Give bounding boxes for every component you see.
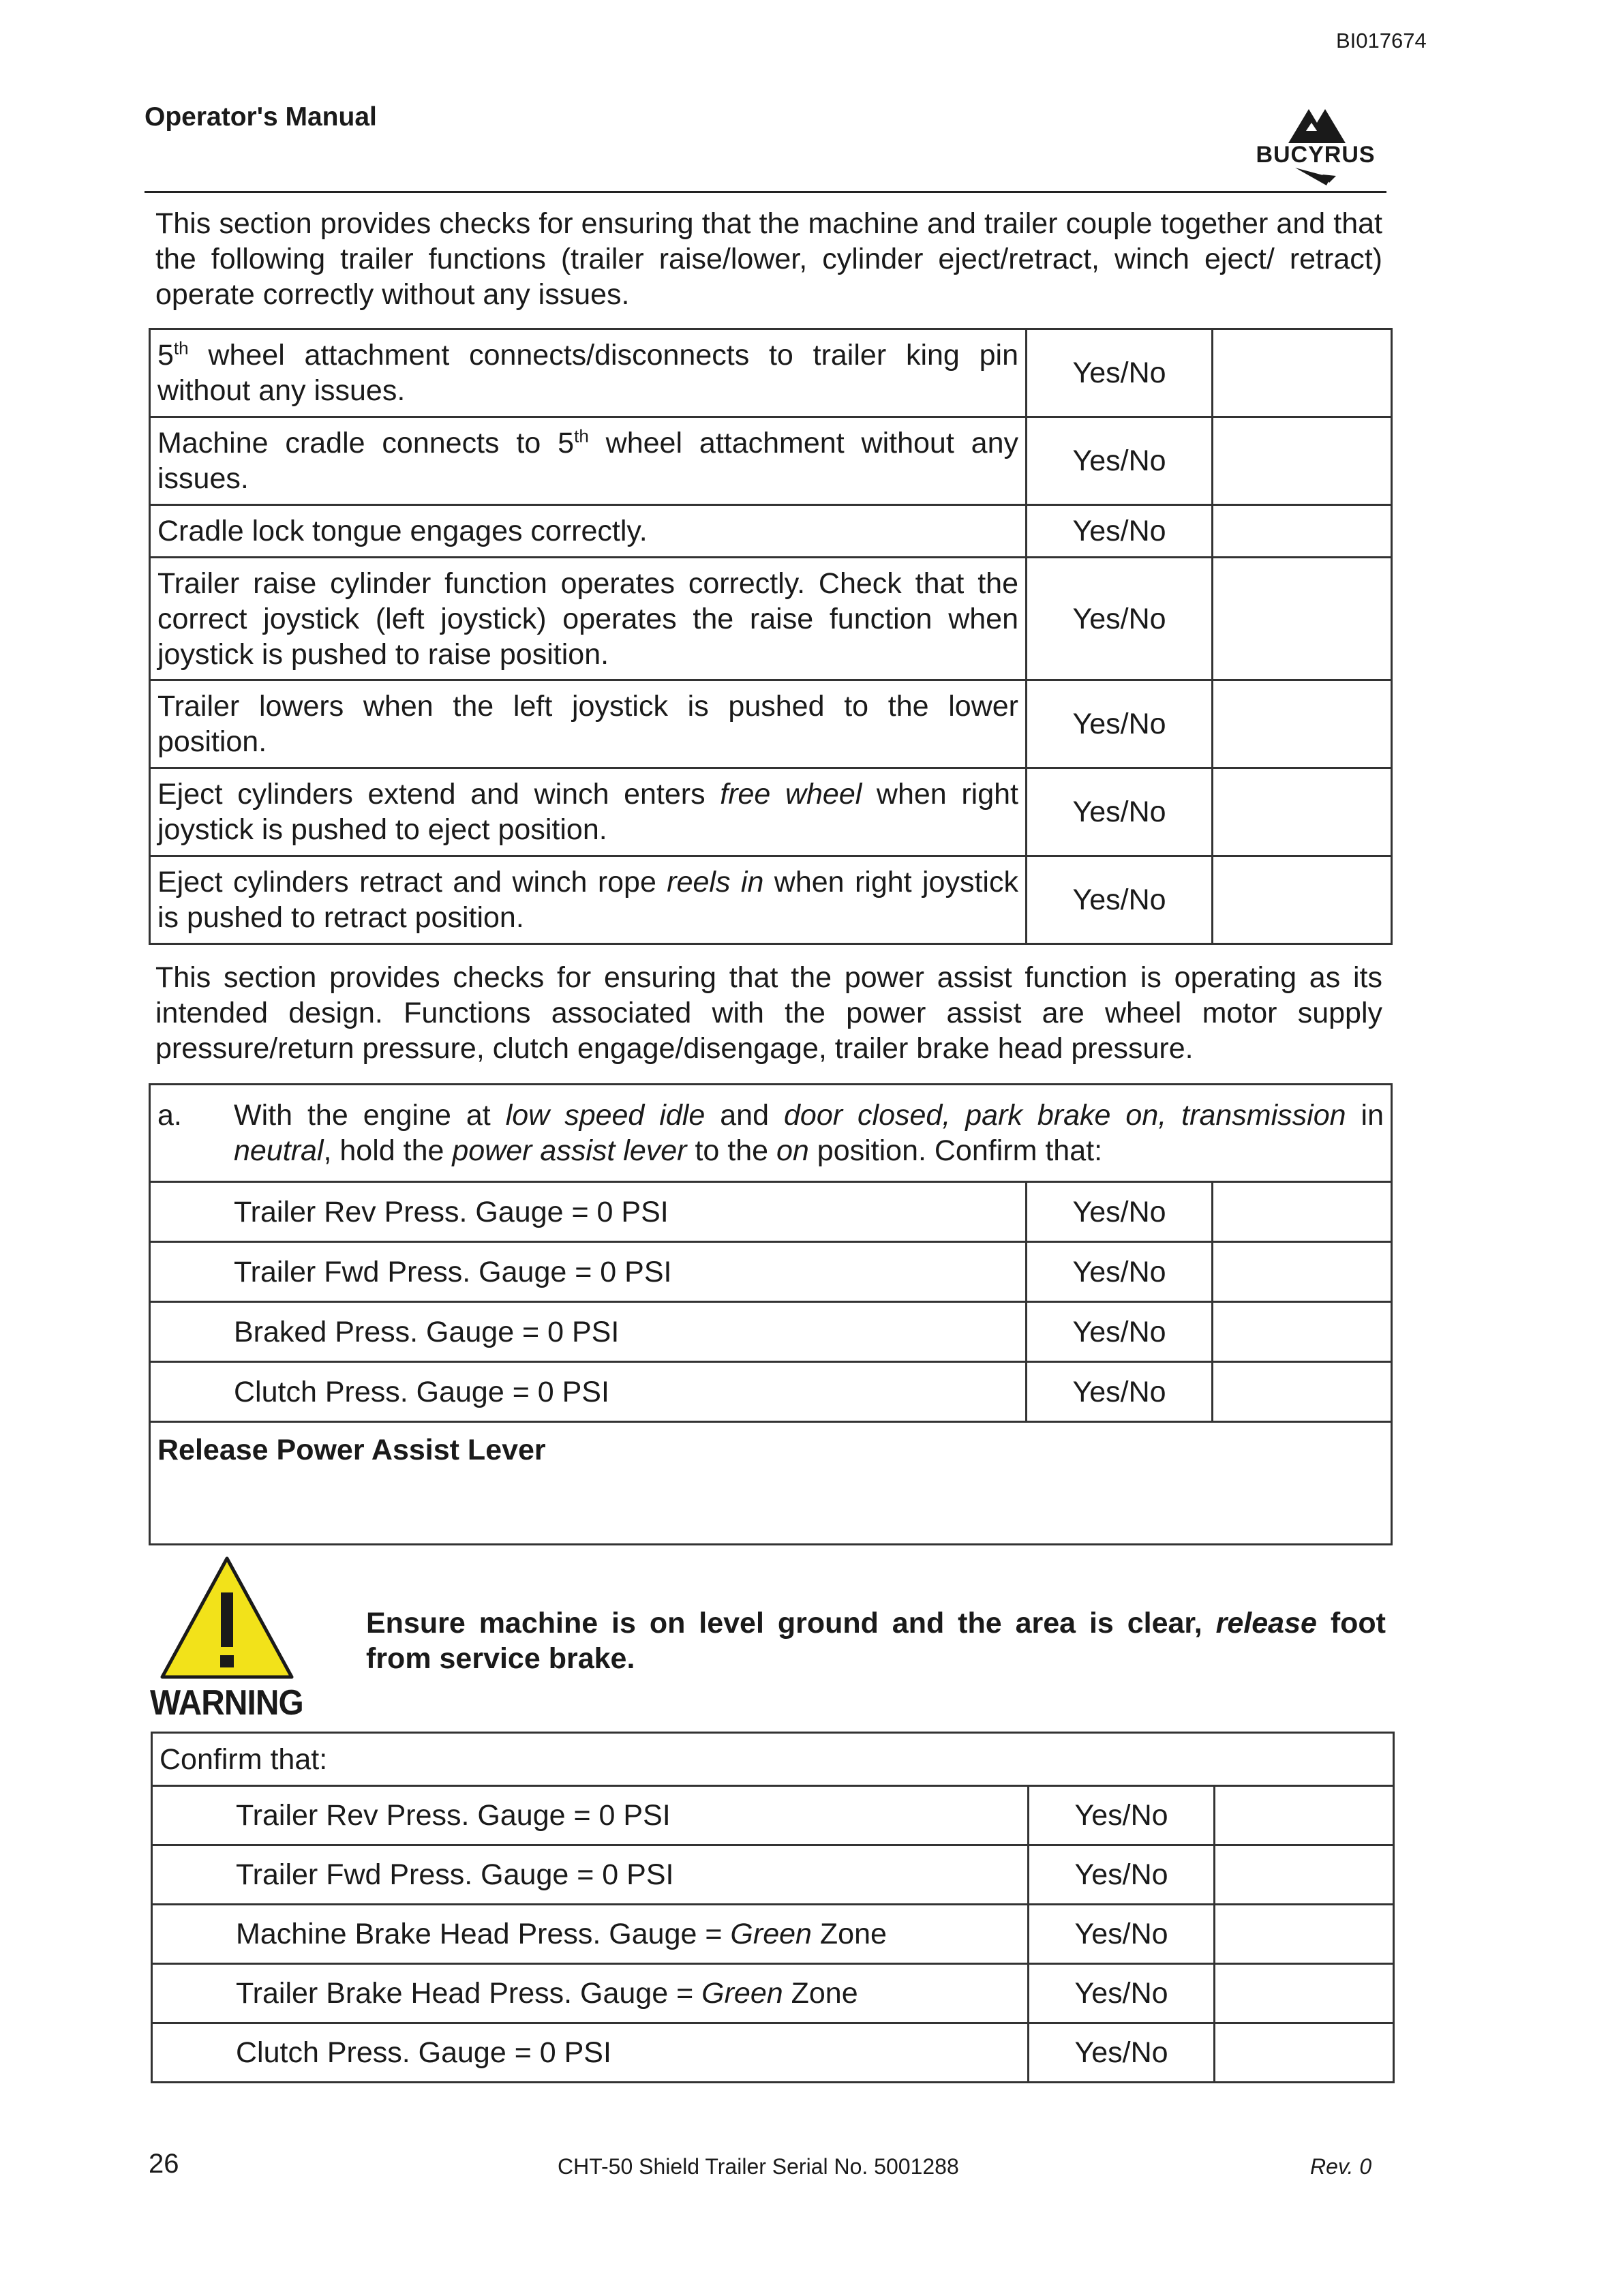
check-description: Trailer Rev Press. Gauge = 0 PSI: [150, 1182, 1027, 1242]
warning-text: Ensure machine is on level ground and the area is clear, release foot from service brake.: [366, 1607, 1386, 1675]
release-instruction: Release Power Assist Lever: [150, 1422, 1392, 1545]
svg-text:BUCYRUS: BUCYRUS: [1256, 142, 1376, 168]
bucyrus-logo: [1241, 101, 1391, 190]
check-description: Eject cylinders retract and winch rope reels in when right joystick is pushed to retract position.: [150, 856, 1027, 944]
yes-no-answer: Yes/No: [1027, 768, 1213, 856]
checklist-row: [150, 856, 1392, 944]
checklist-row: [152, 1786, 1394, 1845]
yes-no-answer: Yes/No: [1027, 1182, 1213, 1242]
checklist-row: [150, 558, 1392, 680]
checklist-row: [150, 680, 1392, 768]
checklist-row: [150, 1242, 1392, 1302]
check-description: Trailer Rev Press. Gauge = 0 PSI: [152, 1786, 1029, 1845]
check-description: Clutch Press. Gauge = 0 PSI: [150, 1362, 1027, 1422]
check-result-cell[interactable]: [1215, 1905, 1394, 1964]
check-result-cell[interactable]: [1213, 1242, 1392, 1302]
checklist-row: [150, 1302, 1392, 1362]
checklist-row: [150, 768, 1392, 856]
yes-no-answer: Yes/No: [1027, 1302, 1213, 1362]
check-description: Trailer Fwd Press. Gauge = 0 PSI: [150, 1242, 1027, 1302]
check-result-cell[interactable]: [1215, 1845, 1394, 1905]
check-description: Eject cylinders extend and winch enters free wheel when right joystick is pushed to eject position.: [150, 768, 1027, 856]
yes-no-answer: Yes/No: [1027, 1242, 1213, 1302]
check-description: Trailer Fwd Press. Gauge = 0 PSI: [152, 1845, 1029, 1905]
page-number: 26: [149, 2149, 179, 2179]
footer-revision: Rev. 0: [1310, 2154, 1372, 2179]
check-result-cell[interactable]: [1213, 505, 1392, 558]
warning-label: WARNING: [150, 1683, 303, 1723]
check-result-cell[interactable]: [1215, 1786, 1394, 1845]
check-result-cell[interactable]: [1213, 558, 1392, 680]
check-result-cell[interactable]: [1213, 680, 1392, 768]
yes-no-answer: Yes/No: [1029, 1905, 1215, 1964]
yes-no-answer: Yes/No: [1029, 1786, 1215, 1845]
step-letter: a.: [157, 1099, 182, 1132]
yes-no-answer: Yes/No: [1029, 1964, 1215, 2023]
step-row: [150, 1085, 1392, 1182]
check-result-cell[interactable]: [1213, 856, 1392, 944]
checklist-row: [150, 505, 1392, 558]
check-result-cell[interactable]: [1213, 1182, 1392, 1242]
check-description: Trailer Brake Head Press. Gauge = Green Zone: [152, 1964, 1029, 2023]
checklist-row: [150, 1362, 1392, 1422]
yes-no-answer: Yes/No: [1027, 417, 1213, 505]
checklist-row: [150, 417, 1392, 505]
check-description: Braked Press. Gauge = 0 PSI: [150, 1302, 1027, 1362]
manual-title: Operator's Manual: [145, 102, 377, 132]
checklist-row: [152, 1964, 1394, 2023]
header-rule: [145, 191, 1386, 193]
footer-document-title: CHT-50 Shield Trailer Serial No. 5001288: [558, 2154, 959, 2179]
release-confirm-checklist: [151, 1732, 1395, 2083]
yes-no-answer: Yes/No: [1027, 680, 1213, 768]
check-description: Machine Brake Head Press. Gauge = Green Zone: [152, 1905, 1029, 1964]
checklist-row: [152, 1905, 1394, 1964]
checklist-row: [152, 1845, 1394, 1905]
check-result-cell[interactable]: [1213, 417, 1392, 505]
trailer-function-checklist: [149, 328, 1393, 945]
confirm-label: Confirm that:: [152, 1733, 1394, 1786]
check-result-cell[interactable]: [1213, 768, 1392, 856]
checklist-row: [152, 2023, 1394, 2083]
release-row: [150, 1422, 1392, 1545]
check-description: Trailer lowers when the left joystick is pushed to the lower position.: [150, 680, 1027, 768]
yes-no-answer: Yes/No: [1027, 505, 1213, 558]
checklist-row: [150, 329, 1392, 417]
check-description: Trailer raise cylinder function operates correctly. Check that the correct joystick (left joystick) operates the raise function when joystick is pushed to raise position.: [150, 558, 1027, 680]
step-instruction: [150, 1085, 1392, 1182]
checklist-row: [150, 1182, 1392, 1242]
check-result-cell[interactable]: [1213, 1362, 1392, 1422]
check-result-cell[interactable]: [1215, 2023, 1394, 2083]
section2-intro: This section provides checks for ensuring that the power assist function is operating as its intended design. Functions associated with the power assist are wheel motor supply pressure/return pressure, clutch engage/disengage, trailer brake head pressure.: [155, 961, 1382, 1065]
section1-intro: This section provides checks for ensuring that the machine and trailer couple together and that the following trailer functions (trailer raise/lower, cylinder eject/retract, winch eject/ retract) operate correctly without any issues.: [155, 207, 1382, 311]
power-assist-checklist: [149, 1083, 1393, 1545]
yes-no-answer: Yes/No: [1027, 856, 1213, 944]
check-result-cell[interactable]: [1215, 1964, 1394, 2023]
check-result-cell[interactable]: [1213, 1302, 1392, 1362]
confirm-row: [152, 1733, 1394, 1786]
warning-triangle-icon: [155, 1553, 299, 1682]
check-description: Cradle lock tongue engages correctly.: [150, 505, 1027, 558]
yes-no-answer: Yes/No: [1027, 558, 1213, 680]
yes-no-answer: Yes/No: [1027, 1362, 1213, 1422]
document-id: BI017674: [1336, 29, 1427, 52]
yes-no-answer: Yes/No: [1027, 329, 1213, 417]
yes-no-answer: Yes/No: [1029, 1845, 1215, 1905]
step-text: With the engine at low speed idle and door closed, park brake on, transmission in neutral, hold the power assist lever to the on position. Confirm that:: [234, 1099, 1384, 1167]
check-description: Clutch Press. Gauge = 0 PSI: [152, 2023, 1029, 2083]
yes-no-answer: Yes/No: [1029, 2023, 1215, 2083]
check-result-cell[interactable]: [1213, 329, 1392, 417]
check-description: 5th wheel attachment connects/disconnects to trailer king pin without any issues.: [150, 329, 1027, 417]
check-description: Machine cradle connects to 5th wheel attachment without any issues.: [150, 417, 1027, 505]
